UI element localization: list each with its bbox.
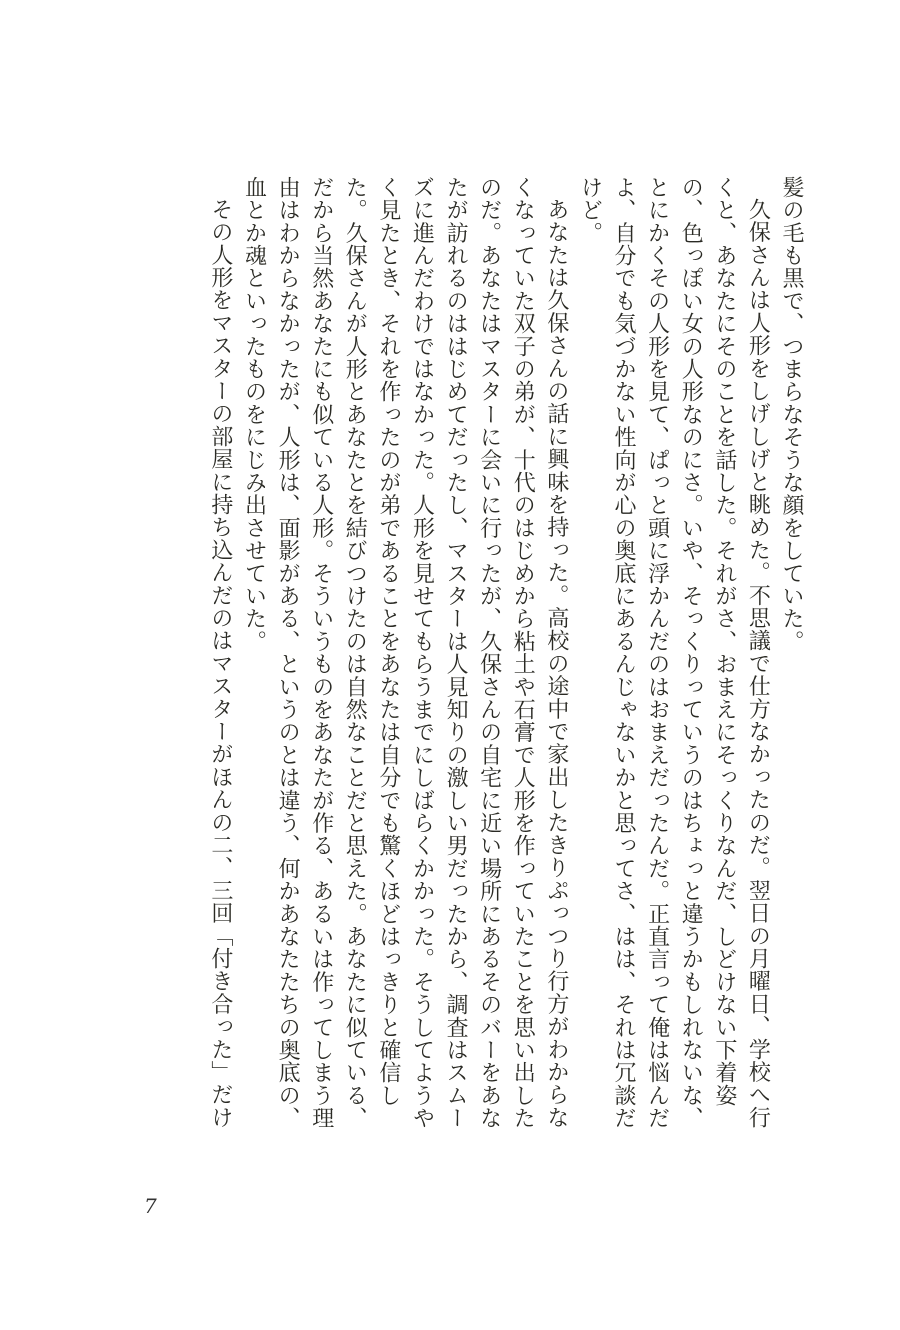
vertical-text-body: [108, 176, 808, 1138]
paragraph-3: あなたは久保さんの話に興味を持った。高校の途中で家出したきりぷっつり行方がわからなくなっていた双子の弟が、十代のはじめから粘土や石膏で人形を作っていたことを思い出したのだ。あなたはマスターに会いに行ったが、久保さんの自宅に近い場所にあるそのバーをあなたが訪れるのははじめてだったし、マスターは人見知りの激しい男だったから、調査はスムーズに進んだわけではなかった。人形を見せてもらうまでにしばらくかかった。そうしてようやく見たとき、それを作ったのが弟であることをあなたは自分でも驚くほどはっきりと確信した。久保さんが人形とあなたとを結びつけたのは自然なことだと思えた。あなたに似ている、だから当然あなたにも似ている人形。そういうものをあなたが作る、あるいは作ってしまう理由はわからなかったが、人形は、面影がある、というのとは違う、何かあなたたちの奥底の、血とか魂といったものをにじみ出させていた。: [241, 176, 569, 1130]
paragraph-4: その人形をマスターの部屋に持ち込んだのはマスターがほんの二、三回「付き合った」だけ: [207, 198, 233, 1129]
page-number: 7: [144, 1194, 157, 1218]
paragraph-1: 髪の毛も黒で、つまらなそうな顔をしていた。: [779, 176, 804, 653]
paragraph-2: 久保さんは人形をしげしげと眺めた。不思議で仕方なかったのだ。翌日の月曜日、学校へ行くと、あなたにそのことを話した。それがさ、おまえにそっくりなんだ、しどけない下着姿の、色っぽい女の人形なのにさ。いや、そっくりっていうのはちょっと違うかもしれないな、とにかくその人形を見て、ぱっと頭に浮かんだのはおまえだったんだ。正直言って俺は悩んだよ、自分でも気づかない性向が心の奥底にあるんじゃないかと思ってさ、はは、それは冗談だけど。: [577, 176, 771, 1130]
